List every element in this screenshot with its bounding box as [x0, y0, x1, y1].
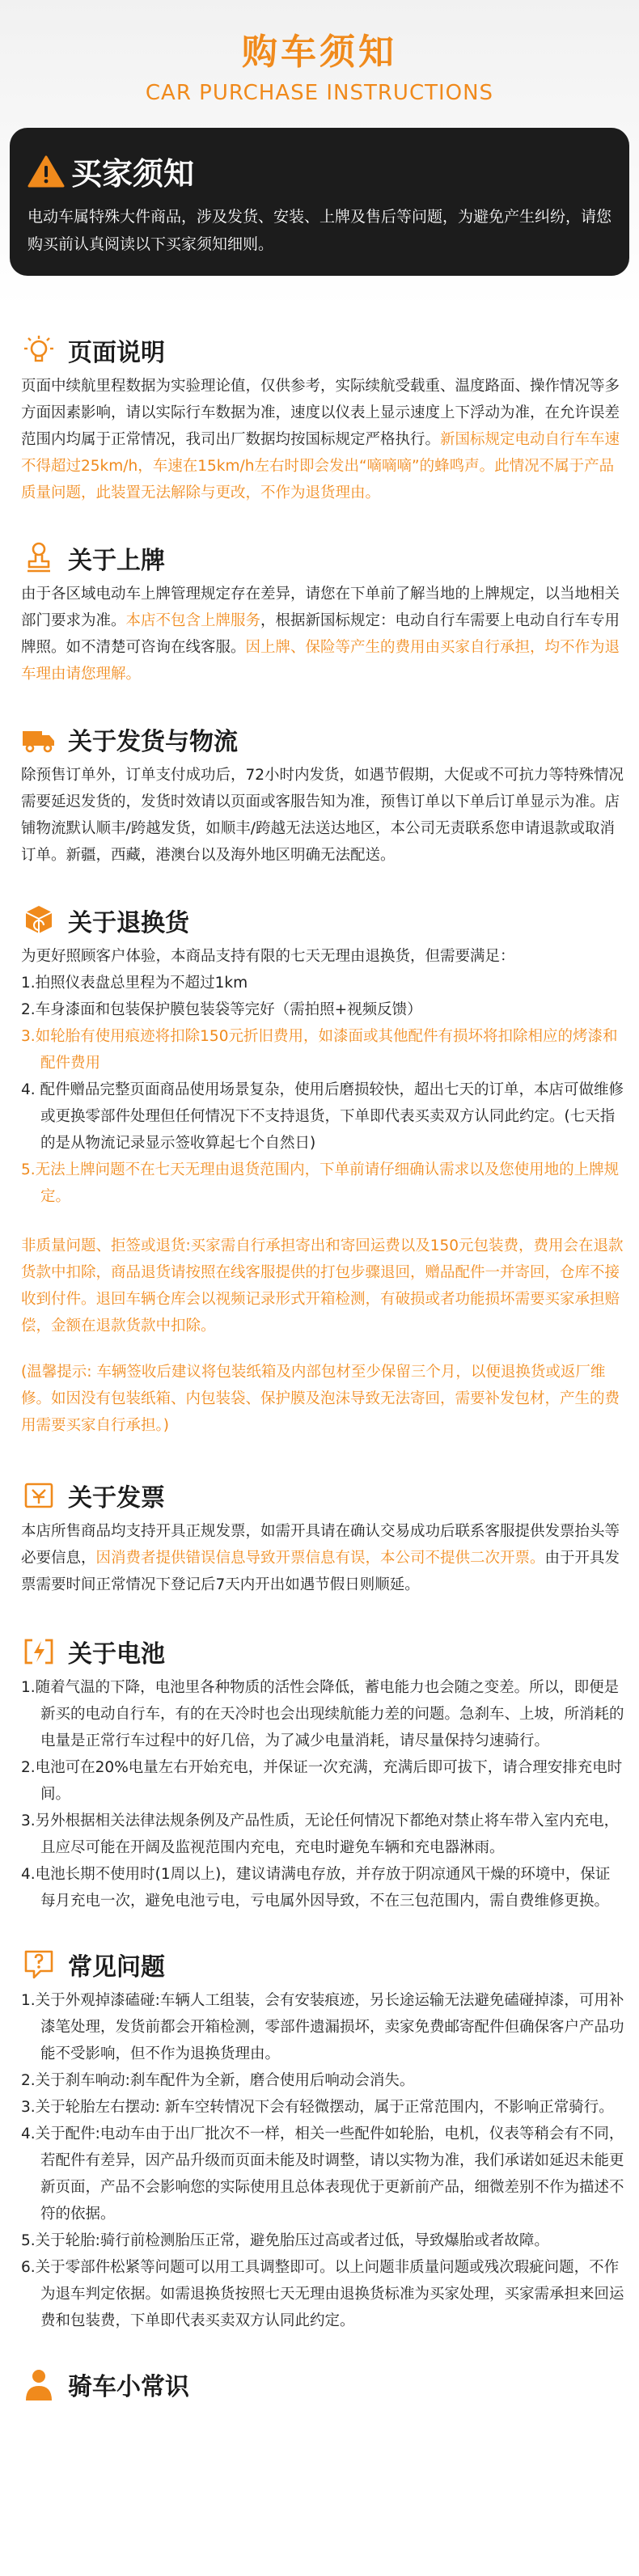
- returns-intro: 为更好照顾客户体验，本商品支持有限的七天无理由退换货，但需要满足：: [21, 948, 515, 965]
- section-text: [21, 581, 624, 687]
- returns-item: 3.如轮胎有使用痕迹将扣除150元折旧费用，如漆面或其他配件有损坏将扣除相应的烤漆和配件费用: [21, 1028, 618, 1072]
- section-text: [21, 1518, 624, 1598]
- section-header: [21, 2367, 624, 2402]
- question-bubble-icon: [21, 1947, 57, 1982]
- rider-icon: [21, 2367, 57, 2402]
- page-header: [0, 0, 639, 105]
- buyer-notice-card: [10, 128, 629, 276]
- section-license-plate: [0, 540, 639, 687]
- battery-charge-icon: [21, 1634, 57, 1669]
- section-battery: [0, 1634, 639, 1914]
- section-text: [21, 373, 624, 506]
- page-subtitle: CAR PURCHASE INSTRUCTIONS: [145, 81, 494, 105]
- returns-tip: (温馨提示: 车辆签收后建议将包装纸箱及内部包材至少保留三个月，以便退换货或返厂维修。如因没有包装纸箱、内包装袋、保护膜及泡沫导致无法寄回，需要补发包材，产生的费用需要买家自行承担。): [21, 1364, 620, 1434]
- delivery-truck-icon: [21, 721, 57, 757]
- section-header: [21, 332, 624, 368]
- page-desc-text: 页面中续航里程数据为实验理论值，仅供参考，实际续航受载重、温度路面、操作情况等多方面因素影响，请以实际行车数据为准，速度以仪表上显示速度上下浮动为准，在允许误差范围内均属于正常情况，我司出厂数据均按国标规定严格执行。: [21, 378, 620, 448]
- invoice-note: 因消费者提供错误信息导致开票信息有误，本公司不提供二次开票。: [95, 1550, 545, 1567]
- stamp-icon: [21, 540, 57, 576]
- lightbulb-icon: [21, 332, 57, 368]
- battery-item: 1.随着气温的下降，电池里各种物质的活性会降低，蓄电能力也会随之变差。所以，即便是新买的电动自行车，有的在天冷时也会出现续航能力差的问题。急刹车、上坡，所消耗的电量是正常行车过程中的好几倍，为了减少电量消耗，请尽量保持匀速骑行。: [21, 1679, 624, 1749]
- buyer-notice-title: 买家须知: [71, 156, 195, 192]
- battery-item: 2.电池可在20%电量左右开始充电，并保证一次充满，充满后即可拔下，请合理安排充电时间。: [21, 1759, 623, 1803]
- returns-item: 5.无法上牌问题不在七天无理由退货范围内，下单前请仔细确认需求以及您使用地的上牌规定。: [21, 1161, 620, 1205]
- section-title: 关于发货与物流: [68, 728, 238, 756]
- section-header: [21, 540, 624, 576]
- invoice-text: 本店所售商品均支持开具正规发票，如需开具请在确认交易成功后联系客服提供发票抬头等必要信息，: [21, 1523, 620, 1567]
- section-title: 骑车小常识: [68, 2373, 189, 2401]
- section-title: 关于上牌: [68, 547, 165, 575]
- section-returns: [0, 903, 639, 1439]
- return-package-icon: [21, 903, 57, 938]
- section-title: 关于退换货: [68, 909, 189, 937]
- section-invoice: [0, 1478, 639, 1598]
- page-title: 购车须知: [242, 32, 397, 73]
- section-header: [21, 903, 624, 938]
- returns-fees-note: 非质量问题、拒签或退货:买家需自行承担寄出和寄回运费以及150元包装费，费用会在退款货款中扣除，商品退货请按照在线客服提供的打包步骤退回，赠品配件一并寄回，仓库不接收到付件。退回车辆仓库会以视频记录形式开箱检测，有破损或者功能损坏需要买家承担赔偿，金额在退款货款中扣除。: [21, 1237, 624, 1335]
- section-riding-tips: [0, 2367, 639, 2402]
- plate-text: 由于各区域电动车上牌管理规定存在差异，请您在下单前了解当地的上牌规定，以当地相关部门要求为准。: [21, 586, 620, 629]
- shipping-text: 除预售订单外，订单支付成功后，72小时内发货，如遇节假期，大促或不可抗力等特殊情况需要延迟发货的，发货时效请以页面或客服告知为准，预售订单以下单后订单显示为准。店铺物流默认顺丰/跨越发货，如顺丰/跨越无法送达地区，本公司无责联系您申请退款或取消订单。新疆，西藏，港澳台以及海外地区明确无法配送。: [21, 767, 624, 864]
- section-faq: [0, 1947, 639, 2334]
- faq-item: 3.关于轮胎左右摆动: 新车空转情况下会有轻微摆动，属于正常范围内，不影响正常骑行。: [21, 2099, 614, 2116]
- returns-item: 4. 配件赠品完整页面商品使用场景复杂，使用后磨损较快，超出七天的订单，本店可做维修或更换零部件处理但任何情况下不支持退货，下单即代表买卖双方认同此约定。(七天指的是从物流记录显示签收算起七个自然日): [21, 1081, 624, 1152]
- section-header: [21, 1634, 624, 1669]
- section-shipping: [0, 721, 639, 869]
- buyer-notice-text: 电动车属特殊大件商品，涉及发货、安装、上牌及售后等问题，为避免产生纠纷，请您购买前认真阅读以下买家须知细则。: [28, 208, 612, 253]
- page-desc-note: 新国标规定电动自行车车速不得超过25km/h，车速在15km/h左右时即会发出“嘀嘀嘀”的蜂鸣声。此情况不属于产品质量问题，此装置无法解除与更改，不作为退货理由。: [21, 431, 620, 501]
- invoice-text-2: 由于开具发票需要时间正常情况下登记后7天内开出如遇节假日则顺延。: [21, 1550, 620, 1593]
- plate-text-2: ，根据新国标规定：电动自行车需要上电动自行车专用牌照。如不清楚可咨询在线客服。: [21, 612, 620, 656]
- faq-item: 1.关于外观掉漆磕碰:车辆人工组装，会有安装痕迹，另长途运输无法避免磕碰掉漆，可用补漆笔处理，发货前都会开箱检测，零部件遗漏损坏，卖家免费邮寄配件但确保客户产品功能不受影响，但不作为退换货理由。: [21, 1992, 624, 2062]
- warning-icon: [28, 154, 65, 188]
- section-page-description: [0, 332, 639, 506]
- section-title: 页面说明: [68, 339, 165, 367]
- section-header: [21, 1947, 624, 1982]
- section-title: 关于发票: [68, 1484, 165, 1512]
- section-title: 常见问题: [68, 1953, 165, 1982]
- battery-item: 3.另外根据相关法律法规条例及产品性质，无论任何情况下都绝对禁止将车带入室内充电，且应尽可能在开阔及监视范围内充电，充电时避免车辆和充电器淋雨。: [21, 1813, 620, 1856]
- faq-item: 2.关于刹车响动:刹车配件为全新，磨合使用后响动会消失。: [21, 2072, 415, 2089]
- plate-no-service: 本店不包含上牌服务: [125, 612, 261, 629]
- buyer-notice-header: [28, 149, 611, 193]
- invoice-icon: [21, 1478, 57, 1513]
- section-title: 关于电池: [68, 1640, 165, 1669]
- faq-item: 6.关于零部件松紧等问题可以用工具调整即可。以上问题非质量问题或残次瑕疵问题，不作为退车判定依据。如需退换货按照七天无理由退换货标准为买家处理，买家需承担来回运费和包装费，下单即代表买卖双方认同此约定。: [21, 2259, 624, 2329]
- plate-note: 因上牌、保险等产生的费用由买家自行承担，均不作为退车理由请您理解。: [21, 639, 620, 683]
- faq-item: 5.关于轮胎:骑行前检测胎压正常，避免胎压过高或者过低，导致爆胎或者故障。: [21, 2232, 549, 2249]
- section-header: [21, 1478, 624, 1513]
- section-header: [21, 721, 624, 757]
- faq-item: 4.关于配件:电动车由于出厂批次不一样，相关一些配件如轮胎，电机，仪表等稍会有不同，若配件有差异，因产品升级而页面未能及时调整，请以实物为准，我们承诺如延迟未能更新页面，产品不会影响您的实际使用且总体表现优于更新前产品，细微差别不作为描述不符的依据。: [21, 2126, 624, 2223]
- returns-item: 1.拍照仪表盘总里程为不超过1km: [21, 975, 248, 992]
- returns-item: 2.车身漆面和包装保护膜包装袋等完好（需拍照+视频反馈）: [21, 1001, 422, 1018]
- battery-item: 4.电池长期不使用时(1周以上)，建议请满电存放，并存放于阴凉通风干燥的环境中，保证每月充电一次，避免电池亏电，亏电属外因导致，不在三包范围内，需自费维修更换。: [21, 1866, 611, 1910]
